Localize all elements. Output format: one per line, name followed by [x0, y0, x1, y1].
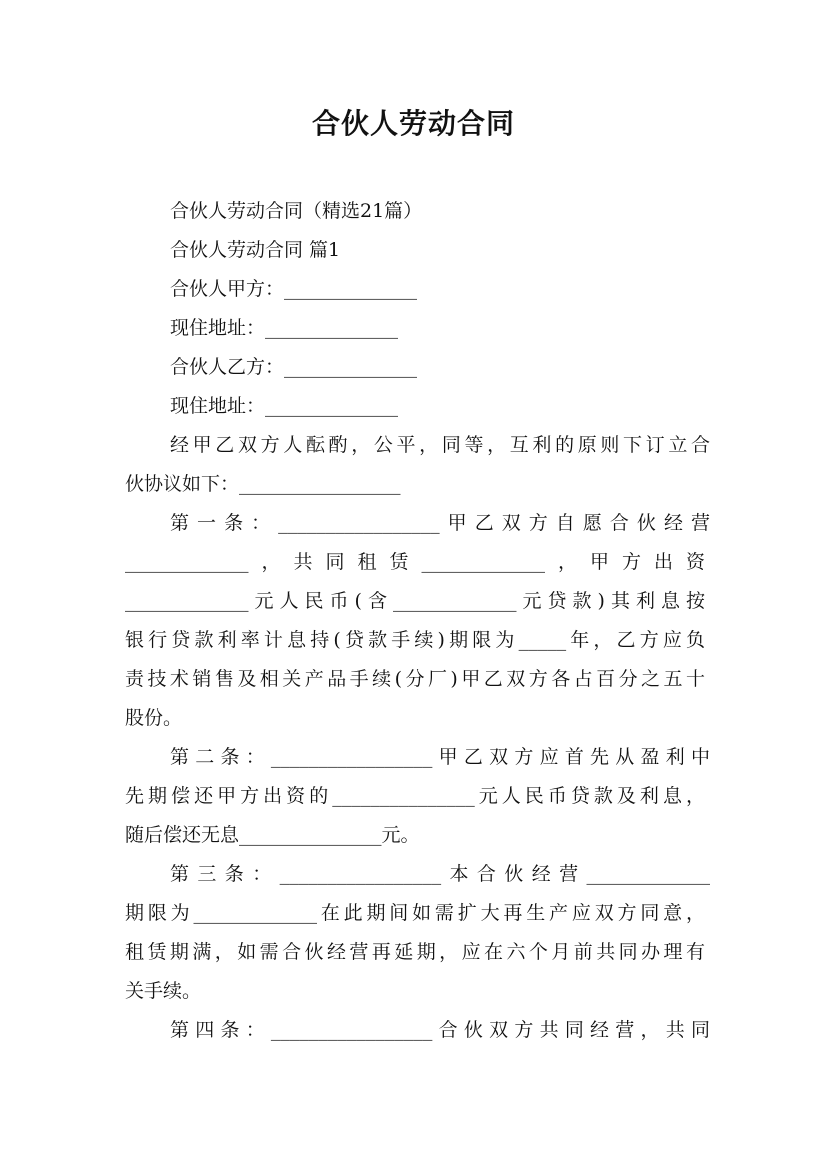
paragraph-line: 银行贷款利率计息持(贷款手续)期限为_____年，乙方应负	[125, 629, 705, 651]
paragraph-line: 责技术销售及相关产品手续(分厂)甲乙双方各占百分之五十	[125, 668, 705, 690]
paragraph-line: 随后偿还无息_______________元。	[125, 824, 420, 846]
paragraph-line: 股份。	[125, 707, 183, 729]
paragraph-line: 关手续。	[125, 980, 202, 1002]
party-b-line: 合伙人乙方：______________	[170, 356, 418, 378]
party-b-address-line: 现住地址：______________	[170, 395, 399, 417]
article-two-line: 第二条：_________________甲乙双方应首先从盈利中	[170, 746, 710, 768]
paragraph-line: _____________，共同租赁_____________，甲方出资	[125, 551, 705, 573]
paragraph-line: 经甲乙双方人酝酌，公平，同等，互利的原则下订立合	[170, 434, 710, 456]
article-three-line: 第三条：_________________本合伙经营_____________	[170, 863, 710, 885]
paragraph-line: 租赁期满，如需合伙经营再延期，应在六个月前共同办理有	[125, 941, 705, 963]
paragraph-line: 期限为_____________在此期间如需扩大再生产应双方同意，	[125, 902, 705, 924]
paragraph-line: 先期偿还甲方出资的_______________元人民币贷款及利息，	[125, 785, 705, 807]
document-title: 合伙人劳动合同	[311, 107, 515, 140]
subtitle-line: 合伙人劳动合同（精选21篇）	[170, 200, 423, 222]
paragraph-line: 伙协议如下：_________________	[125, 473, 401, 495]
party-a-line: 合伙人甲方：______________	[170, 278, 418, 300]
party-a-address-line: 现住地址：______________	[170, 317, 399, 339]
article-four-line: 第四条：_________________合伙双方共同经营，共同	[170, 1019, 710, 1041]
article-one-line: 第一条：_________________甲乙双方自愿合伙经营	[170, 512, 710, 534]
paragraph-line: _____________元人民币(含_____________元贷款)其利息按	[125, 590, 705, 612]
section-heading: 合伙人劳动合同 篇1	[170, 239, 341, 261]
